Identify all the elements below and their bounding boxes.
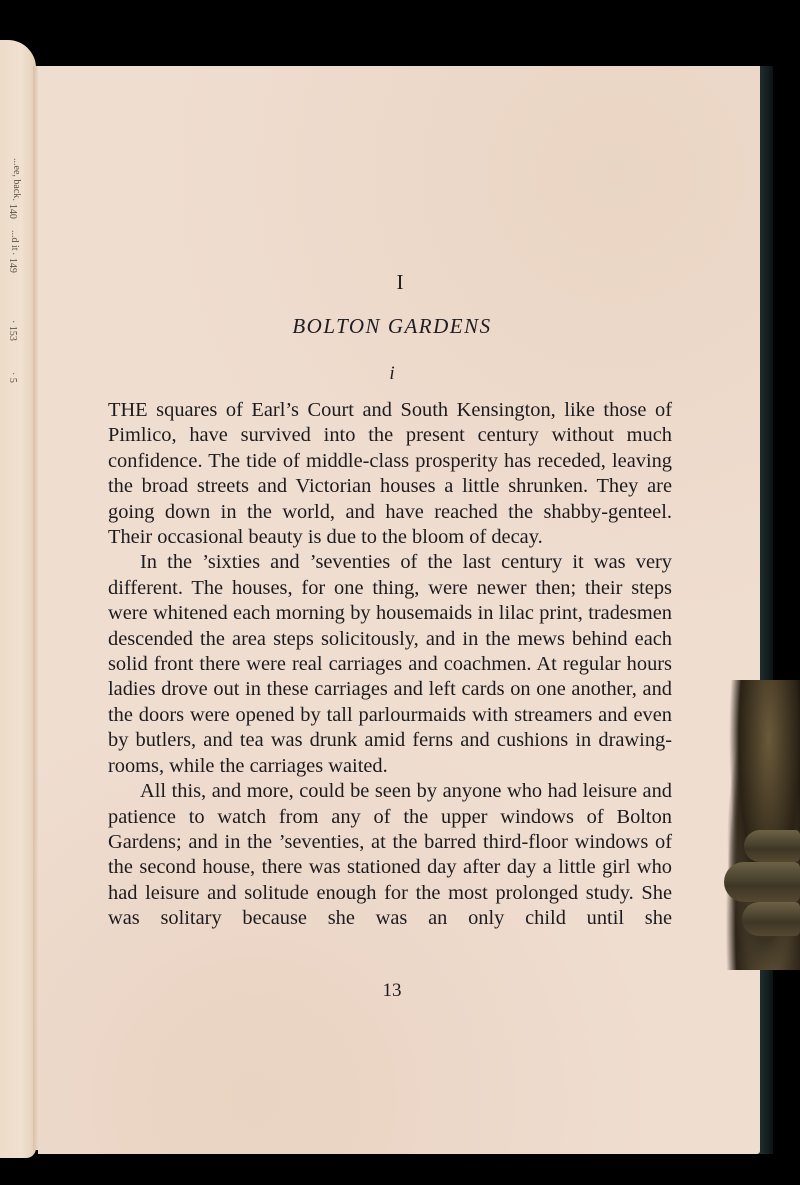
left-margin-page-ref: · 140 (7, 198, 18, 219)
clip-knob (744, 830, 800, 862)
paragraph: All this, and more, could be seen by anyone who had leisure and patience to watch from any of the upper windows of Bolton Gardens; and in the ’seventies, at the barred third-floor windows of the second house, there was stationed day after day a little girl who had leisure and solitude enough for the most prolonged study. She was solitary because she was an only child until she (108, 780, 672, 930)
chapter-title: BOLTON GARDENS (292, 314, 492, 338)
paragraph: In the ’sixties and ’seventies of the last century it was very different. The houses, for one thing, were newer then; their steps were whitened each morning by housemaids in lilac print, tradesmen descended the area steps solicitously, and in the mews behind each solid front there were real carriages and coachmen. At regular hours ladies drove out in these carriages and left cards on one another, and the doors were opened by tall parlourmaids with streamers and even by butlers, and tea was drunk amid ferns and cushions in drawing-rooms, while the carriages waited. (108, 551, 672, 777)
clip-knob (724, 862, 800, 902)
section-number: i (389, 363, 395, 384)
page-number: 13 (382, 980, 402, 1001)
left-margin-fragment: ...d it (9, 230, 20, 251)
body-text (108, 398, 672, 932)
left-margin-page-ref: · 149 (7, 252, 18, 273)
left-margin-fragment: ...ee, back (11, 158, 22, 199)
chapter-number: I (396, 270, 404, 294)
left-margin-page-ref: · 153 (7, 320, 18, 341)
clip-knob (742, 902, 800, 936)
page-holder-clip (722, 680, 800, 970)
paragraph: THE squares of Earl’s Court and South Kensington, like those of Pimlico, have survived into the present century without much confidence. The tide of middle-class prosperity has receded, leaving the broad streets and Victorian houses a little shrunken. They are going down in the world, and have reached the shabby-genteel. Their occasional beauty is due to the bloom of decay. (108, 399, 672, 549)
left-margin-page-ref: · 5 (7, 372, 18, 383)
